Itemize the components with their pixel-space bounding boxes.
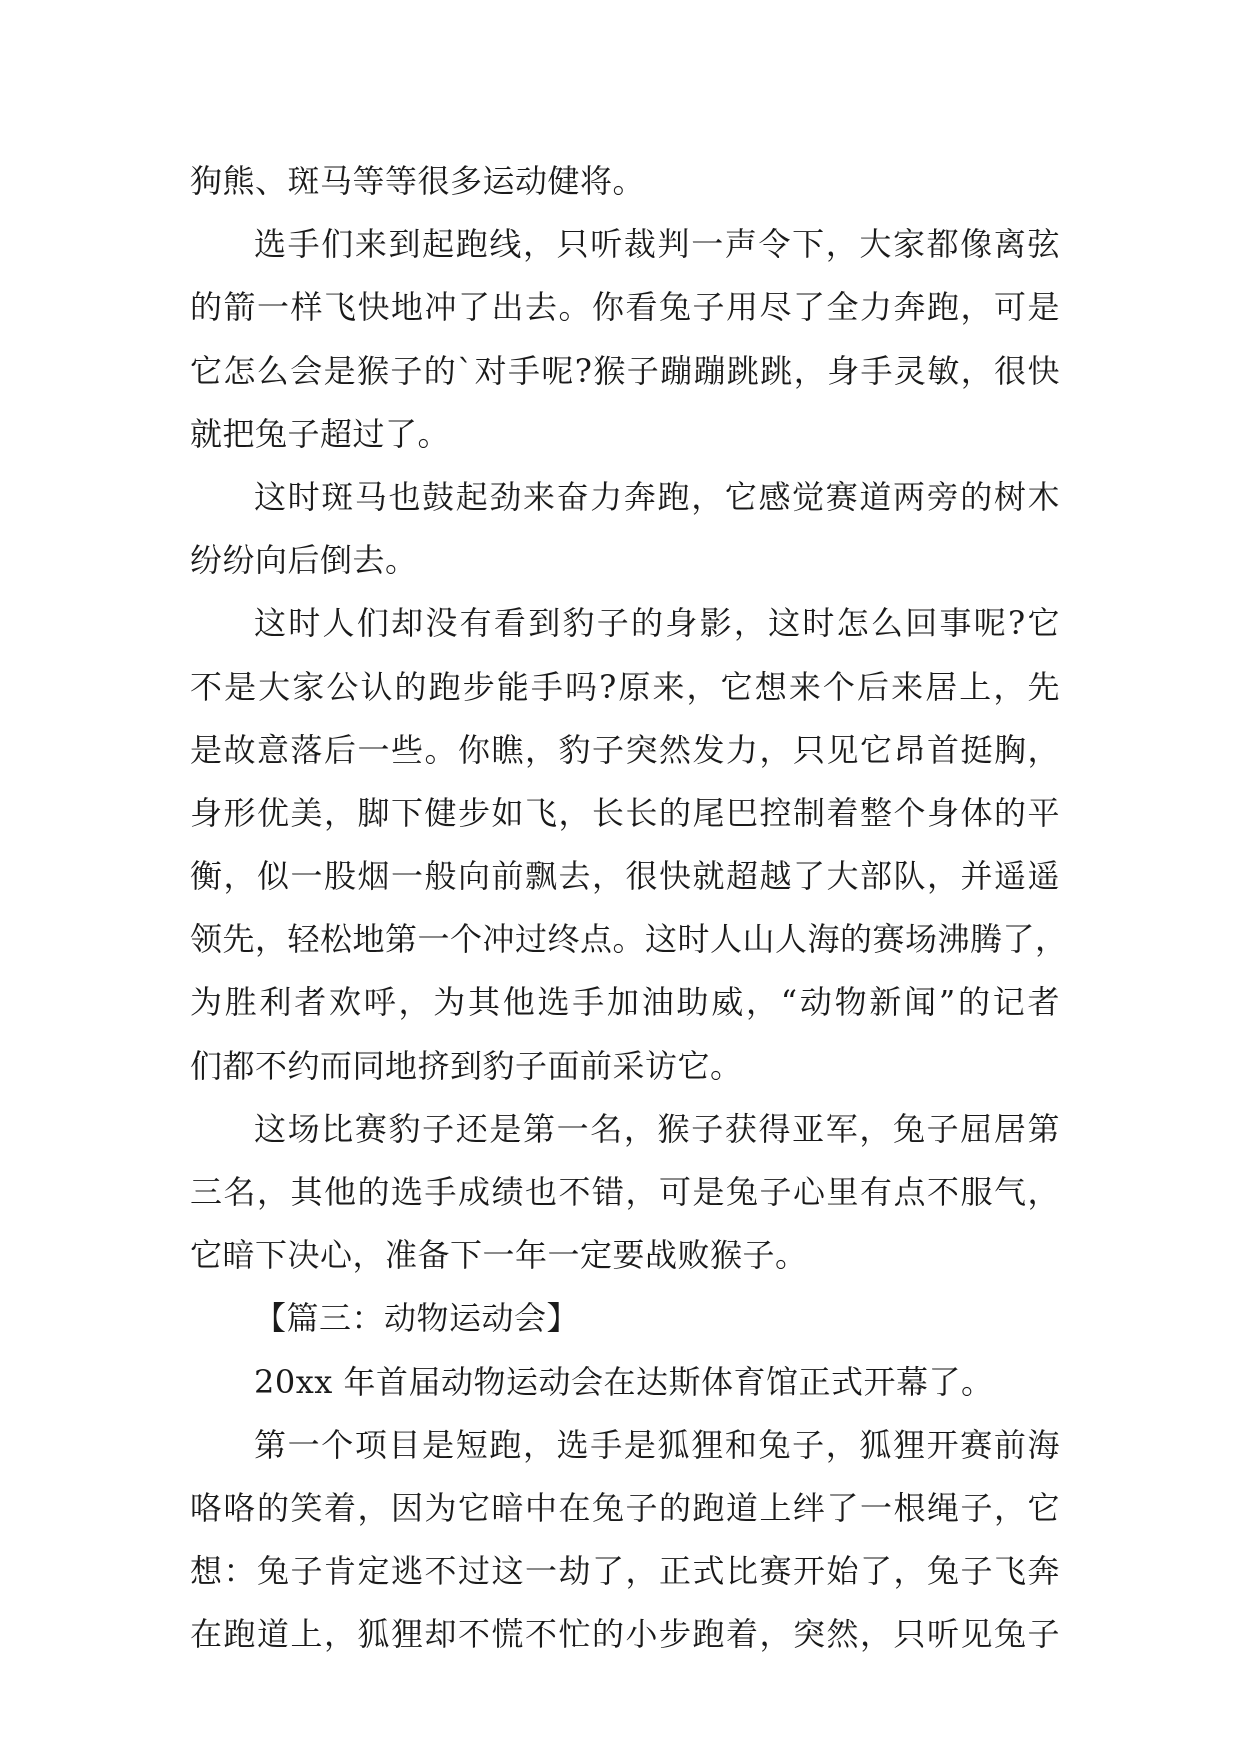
text-line: 身形优美，脚下健步如飞，长长的尾巴控制着整个身体的平 (190, 793, 1060, 832)
text-line: 领先，轻松地第一个冲过终点。这时人山人海的赛场沸腾了， (190, 920, 1068, 959)
text-line: 这时人们却没有看到豹子的身影，这时怎么回事呢?它 (254, 604, 1060, 643)
text-line: 为胜利者欢呼，为其他选手加油助威，“动物新闻”的记者 (190, 983, 1060, 1022)
text-line: 是故意落后一些。你瞧，豹子突然发力，只见它昂首挺胸， (190, 730, 1060, 769)
text-line: 第一个项目是短跑，选手是狐狸和兔子，狐狸开赛前海 (254, 1425, 1060, 1464)
text-line: 衡，似一股烟一般向前飘去，很快就超越了大部队，并遥遥 (190, 857, 1060, 896)
text-line: 的箭一样飞快地冲了出去。你看兔子用尽了全力奔跑，可是 (190, 288, 1060, 327)
text-line: 不是大家公认的跑步能手吗?原来，它想来个后来居上，先 (190, 667, 1060, 706)
text-line: 这时斑马也鼓起劲来奋力奔跑，它感觉赛道两旁的树木 (254, 477, 1060, 516)
text-line: 纷纷向后倒去。 (190, 541, 418, 580)
text-line: 们都不约而同地挤到豹子面前采访它。 (190, 1046, 743, 1085)
text-line: 就把兔子超过了。 (190, 414, 451, 453)
text-line: 在跑道上，狐狸却不慌不忙的小步跑着，突然，只听见兔子 (190, 1615, 1060, 1654)
text-line: 这场比赛豹子还是第一名，猴子获得亚军，兔子屈居第 (254, 1109, 1060, 1148)
text-line: 选手们来到起跑线，只听裁判一声令下，大家都像离弦 (254, 225, 1060, 264)
text-line: 【篇三：动物运动会】 (254, 1299, 580, 1338)
text-line: 它怎么会是猴子的`对手呢?猴子蹦蹦跳跳，身手灵敏，很快 (190, 351, 1060, 390)
text-line: 想：兔子肯定逃不过这一劫了，正式比赛开始了，兔子飞奔 (190, 1552, 1060, 1591)
text-line: 它暗下决心，准备下一年一定要战败猴子。 (190, 1236, 808, 1275)
text-line: 20xx 年首届动物运动会在达斯体育馆正式开幕了。 (254, 1362, 994, 1401)
document-body-text (190, 150, 1068, 1667)
text-line: 狗熊、斑马等等很多运动健将。 (190, 162, 646, 200)
text-line: 三名，其他的选手成绩也不错，可是兔子心里有点不服气， (190, 1173, 1060, 1211)
text-line: 咯咯的笑着，因为它暗中在兔子的跑道上绊了一根绳子，它 (190, 1488, 1060, 1527)
